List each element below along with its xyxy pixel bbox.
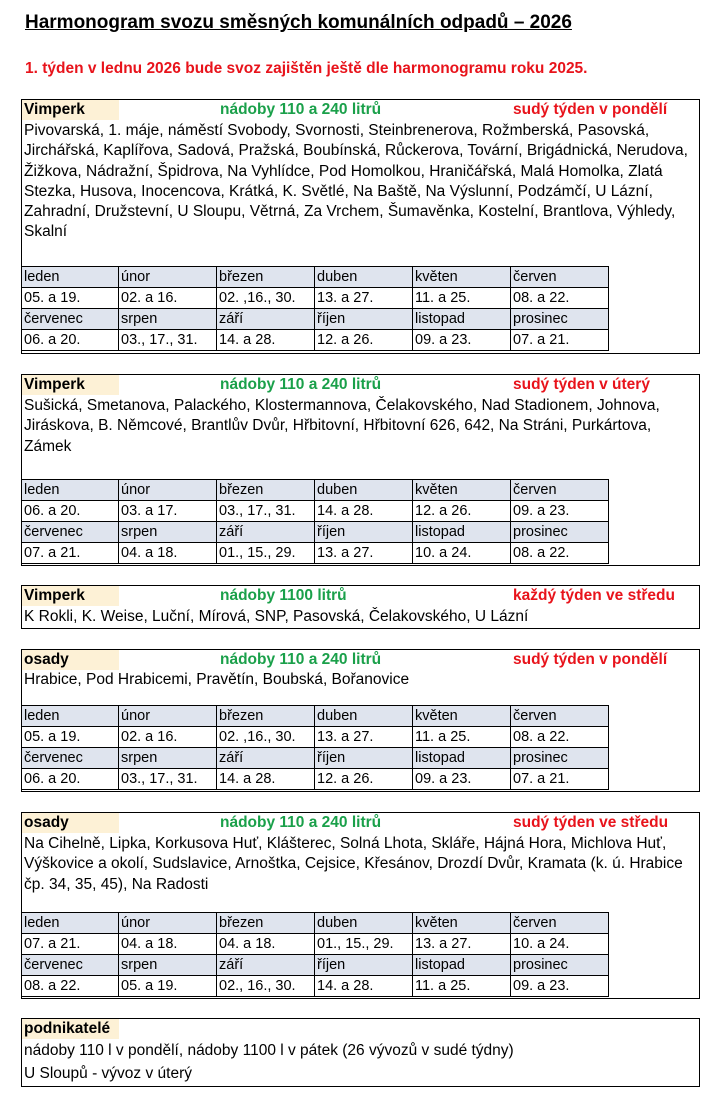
date-cell: 07. a 21. (511, 330, 609, 351)
street-list: Pivovarská, 1. máje, náměstí Svobody, Svornosti, Steinbrenerova, Rožmberská, Pasovská, Jirchářská, Kaplířova, Sadová, Pražská, Boubínská, Růckerova, Tovární, Brigádnická, Nerudova, Žižkova, Nádražní, Špidrova, Na Vyhlídce, Pod Homolkou, Hraničářská, Malá Homolka, Zlatá Stezka, Husova, Inocencova, Krátká, K. Světlé, Na Baště, Na Výslunní, Podzámčí, U Lázní, Zahradní, Družstevní, U Sloupu, Větrná, Za Vrchem, Šumavěnka, Kostelní, Brantlova, Výhledy, Skalní (24, 122, 688, 241)
date-cell: 06. a 20. (22, 501, 119, 522)
date-cell: 08. a 22. (22, 976, 119, 997)
collection-calendar (21, 912, 609, 997)
month-cell: srpen (119, 955, 217, 976)
date-cell: 14. a 28. (217, 769, 315, 790)
frequency-label: sudý týden v úterý (513, 376, 650, 393)
date-row (22, 727, 609, 748)
bin-size-label: nádoby 1100 litrů (220, 587, 347, 604)
date-cell: 02. ,16., 30. (217, 727, 315, 748)
date-cell: 11. a 25. (413, 288, 511, 309)
bin-size-label: nádoby 110 a 240 litrů (220, 101, 382, 118)
month-cell: květen (413, 267, 511, 288)
date-cell: 13. a 27. (413, 934, 511, 955)
area-label: Vimperk (22, 100, 119, 120)
street-list: Sušická, Smetanova, Palackého, Klostermannova, Čelakovského, Nad Stadionem, Johnova, Jiráskova, B. Němcové, Brantlův Dvůr, Hřbitovní, Hřbitovní 626, 642, Na Stráni, Purkártova, Zámek (24, 397, 660, 455)
schedule-section-vimperk-monday (21, 99, 700, 354)
date-row (22, 934, 609, 955)
bin-size-label: nádoby 110 a 240 litrů (220, 651, 382, 668)
month-cell: leden (22, 480, 119, 501)
month-row (22, 309, 609, 330)
date-cell: 03., 17., 31. (217, 501, 315, 522)
date-cell: 09. a 23. (511, 976, 609, 997)
date-row (22, 330, 609, 351)
month-cell: únor (119, 480, 217, 501)
month-cell: červen (511, 706, 609, 727)
month-cell: leden (22, 267, 119, 288)
date-cell: 13. a 27. (315, 727, 413, 748)
date-cell: 03., 17., 31. (119, 330, 217, 351)
date-cell: 12. a 26. (315, 330, 413, 351)
month-cell: leden (22, 913, 119, 934)
businesses-section (21, 1018, 700, 1087)
month-cell: září (217, 748, 315, 769)
frequency-label: sudý týden ve středu (513, 814, 669, 831)
month-row (22, 748, 609, 769)
date-cell: 14. a 28. (315, 976, 413, 997)
section-header (22, 1019, 699, 1039)
month-cell: červen (511, 913, 609, 934)
street-list: K Rokli, K. Weise, Luční, Mírová, SNP, Pasovská, Čelakovského, U Lázní (24, 608, 529, 625)
date-cell: 04. a 18. (119, 543, 217, 564)
month-cell: prosinec (511, 309, 609, 330)
month-cell: červenec (22, 748, 119, 769)
collection-calendar (21, 479, 609, 564)
month-cell: leden (22, 706, 119, 727)
schedule-section-vimperk-tuesday (21, 374, 700, 566)
month-cell: červenec (22, 309, 119, 330)
collection-calendar (21, 266, 609, 351)
month-cell: září (217, 522, 315, 543)
date-cell: 02., 16., 30. (217, 976, 315, 997)
month-cell: únor (119, 706, 217, 727)
area-label: osady (22, 813, 119, 833)
frequency-label: sudý týden v pondělí (513, 101, 668, 118)
month-cell: srpen (119, 748, 217, 769)
month-cell: duben (315, 480, 413, 501)
month-cell: únor (119, 267, 217, 288)
date-cell: 02. ,16., 30. (217, 288, 315, 309)
date-row (22, 543, 609, 564)
month-cell: červenec (22, 955, 119, 976)
date-row (22, 501, 609, 522)
month-cell: listopad (413, 748, 511, 769)
date-cell: 03., 17., 31. (119, 769, 217, 790)
date-cell: 06. a 20. (22, 330, 119, 351)
date-cell: 07. a 21. (22, 543, 119, 564)
month-cell: červen (511, 480, 609, 501)
month-cell: březen (217, 267, 315, 288)
month-row (22, 913, 609, 934)
month-cell: srpen (119, 522, 217, 543)
street-list: Na Cihelně, Lipka, Korkusova Huť, Klášterec, Solná Lhota, Skláře, Hájná Hora, Michlova Huť, Výškovice a okolí, Sudslavice, Arnoštka, Cejsice, Křesánov, Drozdí Dvůr, Kramata (k. ú. Hrabice čp. 34, 35, 45), Na Radosti (24, 835, 683, 893)
month-row (22, 267, 609, 288)
date-cell: 01., 15., 29. (217, 543, 315, 564)
date-cell: 13. a 27. (315, 288, 413, 309)
month-cell: březen (217, 480, 315, 501)
date-cell: 05. a 19. (22, 727, 119, 748)
date-cell: 10. a 24. (511, 934, 609, 955)
month-row (22, 955, 609, 976)
month-cell: prosinec (511, 748, 609, 769)
date-cell: 12. a 26. (315, 769, 413, 790)
date-cell: 11. a 25. (413, 727, 511, 748)
date-cell: 08. a 22. (511, 543, 609, 564)
date-cell: 10. a 24. (413, 543, 511, 564)
month-row (22, 706, 609, 727)
month-row (22, 480, 609, 501)
frequency-label: každý týden ve středu (513, 587, 675, 604)
date-cell: 07. a 21. (511, 769, 609, 790)
month-cell: prosinec (511, 955, 609, 976)
month-cell: říjen (315, 955, 413, 976)
section-header (22, 375, 699, 395)
date-cell: 04. a 18. (119, 934, 217, 955)
date-cell: 05. a 19. (22, 288, 119, 309)
date-cell: 05. a 19. (119, 976, 217, 997)
schedule-section-vimperk-wednesday (21, 585, 700, 629)
section-header (22, 813, 699, 833)
date-cell: 06. a 20. (22, 769, 119, 790)
month-cell: září (217, 309, 315, 330)
date-row (22, 769, 609, 790)
date-cell: 09. a 23. (413, 769, 511, 790)
month-cell: prosinec (511, 522, 609, 543)
month-cell: říjen (315, 748, 413, 769)
date-cell: 02. a 16. (119, 727, 217, 748)
frequency-label: sudý týden v pondělí (513, 651, 668, 668)
month-cell: srpen (119, 309, 217, 330)
date-cell: 09. a 23. (413, 330, 511, 351)
month-cell: říjen (315, 522, 413, 543)
section-header (22, 586, 699, 606)
street-list: Hrabice, Pod Hrabicemi, Pravětín, Boubská, Bořanovice (24, 671, 410, 688)
date-cell: 08. a 22. (511, 727, 609, 748)
date-cell: 14. a 28. (217, 330, 315, 351)
notice-text: 1. týden v lednu 2026 bude svoz zajištěn ještě dle harmonogramu roku 2025. (25, 60, 588, 77)
schedule-section-osady-wednesday (21, 812, 700, 999)
month-cell: únor (119, 913, 217, 934)
month-cell: červenec (22, 522, 119, 543)
businesses-label: podnikatelé (22, 1019, 119, 1039)
area-label: Vimperk (22, 586, 119, 606)
month-cell: listopad (413, 309, 511, 330)
month-cell: listopad (413, 955, 511, 976)
month-cell: březen (217, 913, 315, 934)
month-cell: duben (315, 913, 413, 934)
date-cell: 07. a 21. (22, 934, 119, 955)
date-cell: 14. a 28. (315, 501, 413, 522)
collection-calendar (21, 705, 609, 790)
month-cell: květen (413, 706, 511, 727)
month-cell: říjen (315, 309, 413, 330)
month-cell: červen (511, 267, 609, 288)
date-cell: 12. a 26. (413, 501, 511, 522)
month-cell: březen (217, 706, 315, 727)
date-cell: 04. a 18. (217, 934, 315, 955)
area-label: Vimperk (22, 375, 119, 395)
month-cell: květen (413, 913, 511, 934)
date-cell: 08. a 22. (511, 288, 609, 309)
schedule-section-osady-monday (21, 649, 700, 792)
date-cell: 11. a 25. (413, 976, 511, 997)
date-row (22, 288, 609, 309)
month-cell: září (217, 955, 315, 976)
month-cell: listopad (413, 522, 511, 543)
month-row (22, 522, 609, 543)
date-cell: 02. a 16. (119, 288, 217, 309)
section-header (22, 100, 699, 120)
date-cell: 01., 15., 29. (315, 934, 413, 955)
bin-size-label: nádoby 110 a 240 litrů (220, 376, 382, 393)
date-cell: 09. a 23. (511, 501, 609, 522)
month-cell: květen (413, 480, 511, 501)
area-label: osady (22, 650, 119, 670)
page-title: Harmonogram svozu směsných komunálních odpadů – 2026 (25, 12, 572, 33)
businesses-exception-line: U Sloupů - vývoz v úterý (24, 1065, 192, 1082)
month-cell: duben (315, 267, 413, 288)
month-cell: duben (315, 706, 413, 727)
section-header (22, 650, 699, 670)
date-cell: 13. a 27. (315, 543, 413, 564)
bin-size-label: nádoby 110 a 240 litrů (220, 814, 382, 831)
date-row (22, 976, 609, 997)
date-cell: 03. a 17. (119, 501, 217, 522)
businesses-schedule-line: nádoby 110 l v pondělí, nádoby 1100 l v pátek (26 vývozů v sudé týdny) (24, 1042, 514, 1059)
